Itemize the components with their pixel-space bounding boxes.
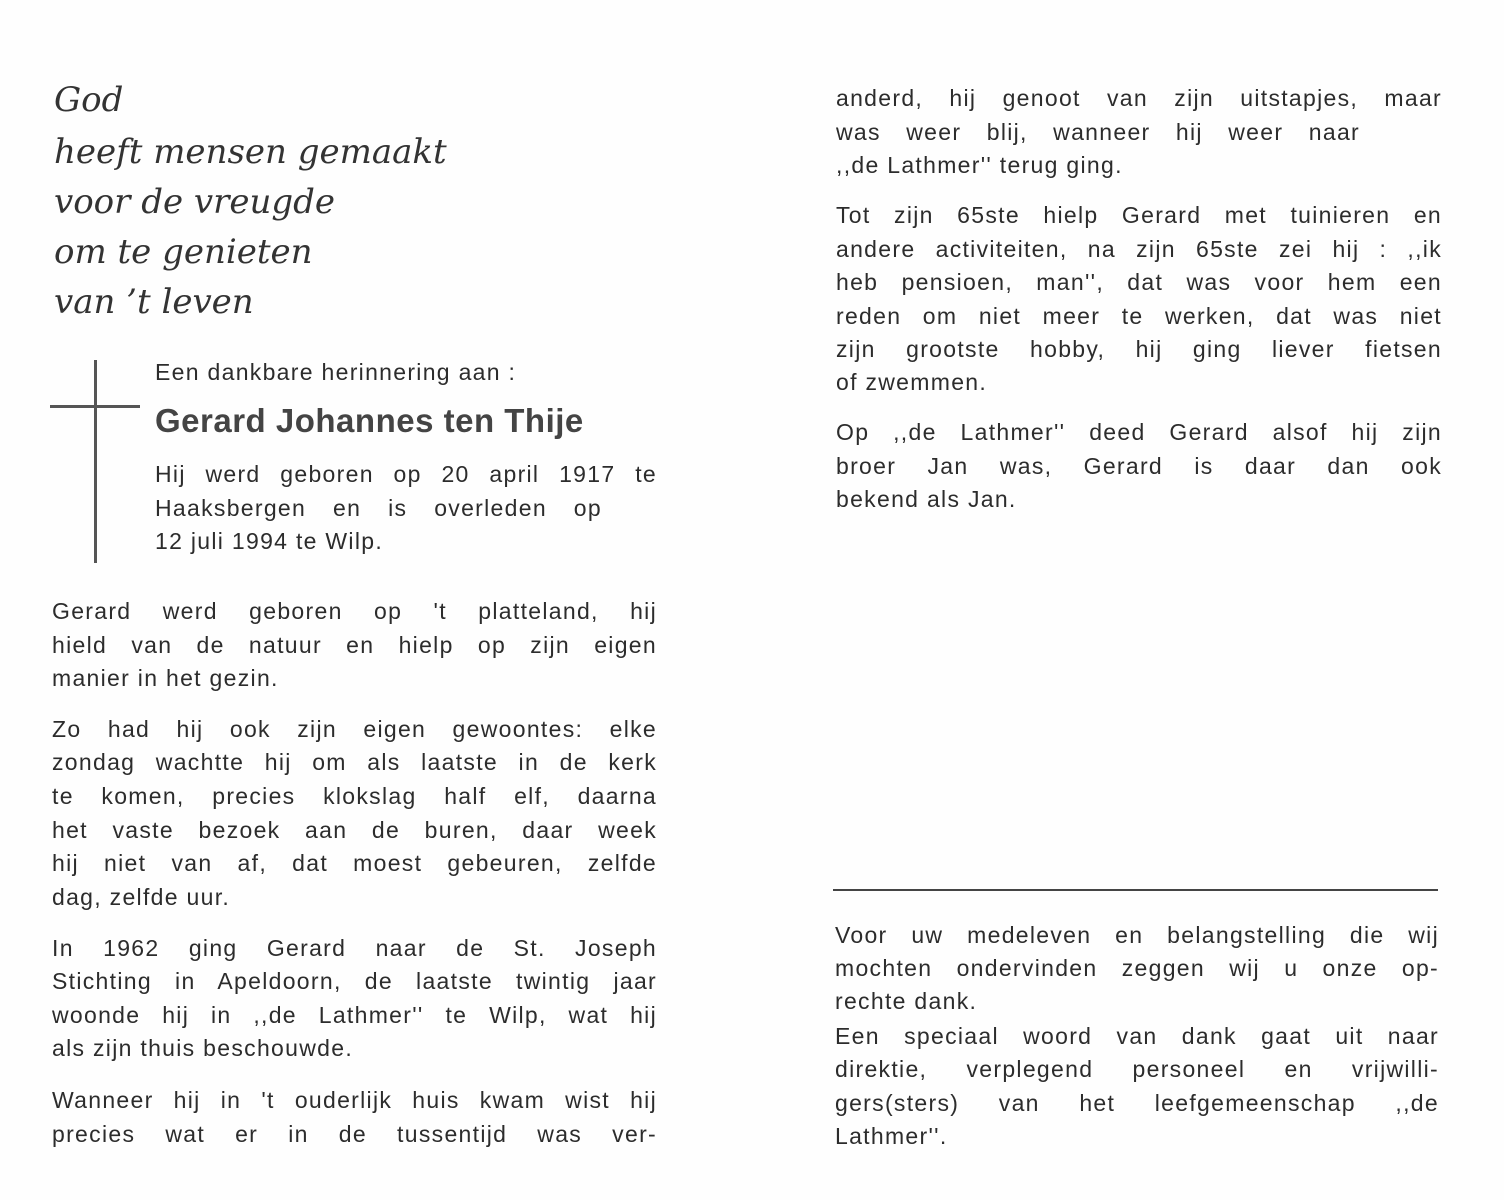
paragraph-line: precies wat er in de tussentijd was ver- [52, 1121, 657, 1147]
paragraph-line: anderd, hij genoot van zijn uitstapjes, maar [836, 85, 1442, 111]
paragraph-line: Zo had hij ook zijn eigen gewoontes: elke [52, 716, 657, 742]
paragraph-line: het vaste bezoek aan de buren, daar week [52, 817, 657, 843]
birth-line: 12 juli 1994 te Wilp. [155, 528, 384, 554]
paragraph-line: Wanneer hij in 't ouderlijk huis kwam wist hij [52, 1087, 657, 1113]
paragraph-line: was weer blij, wanneer hij weer naar [836, 119, 1360, 145]
paragraph-line: In 1962 ging Gerard naar de St. Joseph [52, 935, 657, 961]
paragraph-line: ,,de Lathmer'' terug ging. [836, 152, 1123, 178]
paragraph-line: reden om niet meer te werken, dat was niet [836, 303, 1442, 329]
paragraph-line: woonde hij in ,,de Lathmer'' te Wilp, wat hij [52, 1002, 657, 1028]
poem-line: om te genieten [54, 232, 313, 272]
paragraph-line: rechte dank. [835, 988, 978, 1014]
poem-line: God [54, 80, 124, 120]
paragraph-line: te komen, precies klokslag half elf, daarna [52, 783, 657, 809]
paragraph-line: Op ,,de Lathmer'' deed Gerard alsof hij zijn [836, 419, 1442, 445]
cross-icon [94, 360, 97, 563]
paragraph-line: hij niet van af, dat moest gebeuren, zelfde [52, 850, 657, 876]
paragraph-line: broer Jan was, Gerard is daar dan ook [836, 453, 1442, 479]
paragraph-line: als zijn thuis beschouwde. [52, 1035, 354, 1061]
poem-line: van ’t leven [54, 282, 254, 322]
birth-line: Haaksbergen en is overleden op [155, 495, 602, 521]
paragraph-line: Lathmer''. [835, 1123, 948, 1149]
paragraph-line: Voor uw medeleven en belangstelling die wij [835, 922, 1439, 948]
paragraph-line: bekend als Jan. [836, 486, 1017, 512]
paragraph-line: Tot zijn 65ste hielp Gerard met tuinieren en [836, 202, 1442, 228]
paragraph-line: heb pensioen, man'', dat was voor hem een [836, 269, 1442, 295]
deceased-name: Gerard Johannes ten Thije [155, 402, 584, 439]
paragraph-line: Een speciaal woord van dank gaat uit naar [835, 1023, 1439, 1049]
paragraph-line: of zwemmen. [836, 369, 988, 395]
paragraph-line: direktie, verplegend personeel en vrijwilli- [835, 1056, 1439, 1082]
paragraph-line: hield van de natuur en hielp op zijn eigen [52, 632, 657, 658]
divider [833, 889, 1438, 891]
paragraph-line: andere activiteiten, na zijn 65ste zei hij : ,,ik [836, 236, 1442, 262]
poem-line: voor de vreugde [54, 182, 336, 222]
paragraph-line: Stichting in Apeldoorn, de laatste twintig jaar [52, 968, 657, 994]
birth-line: Hij werd geboren op 20 april 1917 te [155, 461, 657, 487]
paragraph-line: mochten ondervinden zeggen wij u onze op- [835, 955, 1439, 981]
paragraph-line: zondag wachtte hij om als laatste in de kerk [52, 749, 657, 775]
paragraph-line: dag, zelfde uur. [52, 884, 231, 910]
poem-line: heeft mensen gemaakt [54, 132, 447, 172]
paragraph-line: Gerard werd geboren op 't platteland, hij [52, 598, 657, 624]
paragraph-line: manier in het gezin. [52, 665, 279, 691]
cross-icon-bar [50, 405, 140, 408]
remembrance-header: Een dankbare herinnering aan : [155, 359, 517, 385]
paragraph-line: zijn grootste hobby, hij ging liever fietsen [836, 336, 1442, 362]
paragraph-line: gers(sters) van het leefgemeenschap ,,de [835, 1090, 1439, 1116]
